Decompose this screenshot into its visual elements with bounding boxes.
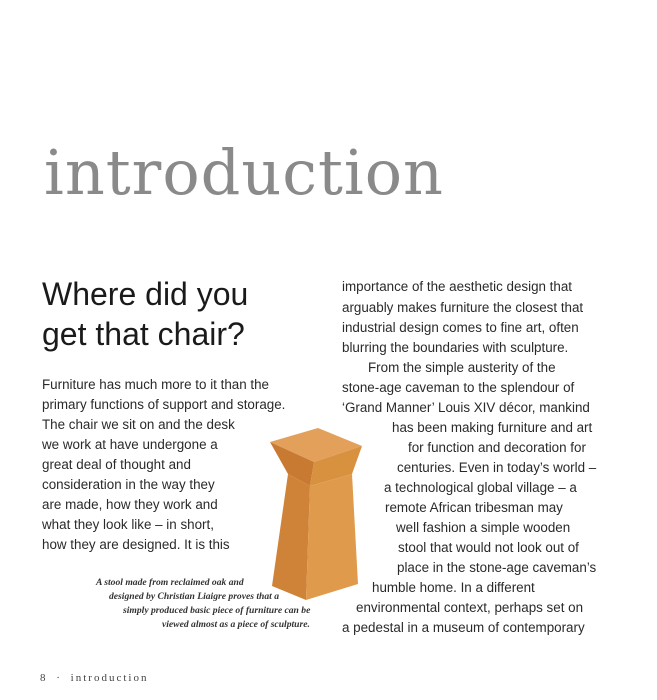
body-line: how they are designed. It is this [42,537,230,552]
body-line: a pedestal in a museum of contemporary [342,620,585,635]
body-line: humble home. In a different [372,580,535,595]
stool-right-leg [306,474,358,600]
footer-section: introduction [70,672,149,684]
body-line: Furniture has much more to it than the [42,377,270,392]
body-line: for function and decoration for [408,440,586,455]
body-line: From the simple austerity of the [368,360,556,375]
body-line: importance of the aesthetic design that [342,279,573,294]
body-line: stone-age caveman to the splendour of [342,380,575,395]
footer-separator: · [56,672,62,684]
body-line: industrial design comes to fine art, often [342,320,579,335]
body-line: remote African tribesman may [385,500,563,515]
body-line: a technological global village – a [384,480,577,495]
body-line: great deal of thought and [42,457,191,472]
stool-left-leg [272,474,310,600]
heading-line: Where did you [42,276,249,312]
body-line: centuries. Even in today’s world – [397,460,597,475]
page-number: 8 [40,672,48,684]
caption-line: A stool made from reclaimed oak and [96,577,244,588]
heading-line: get that chair? [42,316,245,352]
body-line: are made, how they work and [42,497,218,512]
body-line: primary functions of support and storage. [42,397,286,412]
body-line: ‘Grand Manner’ Louis XIV décor, mankind [342,400,590,415]
body-line: has been making furniture and art [392,420,593,435]
page-title: introduction [44,136,444,209]
caption-line: designed by Christian Liaigre proves that a [109,591,280,602]
caption-line: simply produced basic piece of furniture can be [123,605,311,616]
caption-line: viewed almost as a piece of sculpture. [162,619,310,630]
page-footer [40,672,148,684]
body-line: well fashion a simple wooden [396,520,571,535]
body-line: stool that would not look out of [398,540,579,555]
body-line: blurring the boundaries with sculpture. [342,340,569,355]
stool-photo [262,424,368,604]
body-line: environmental context, perhaps set on [356,600,584,615]
body-line: place in the stone-age caveman’s [397,560,597,575]
section-heading [42,274,248,354]
body-line: we work at have undergone a [42,437,218,452]
body-line: what they look like – in short, [42,517,214,532]
body-line: The chair we sit on and the desk [42,417,235,432]
body-line: consideration in the way they [42,477,215,492]
body-line: arguably makes furniture the closest that [342,300,584,315]
